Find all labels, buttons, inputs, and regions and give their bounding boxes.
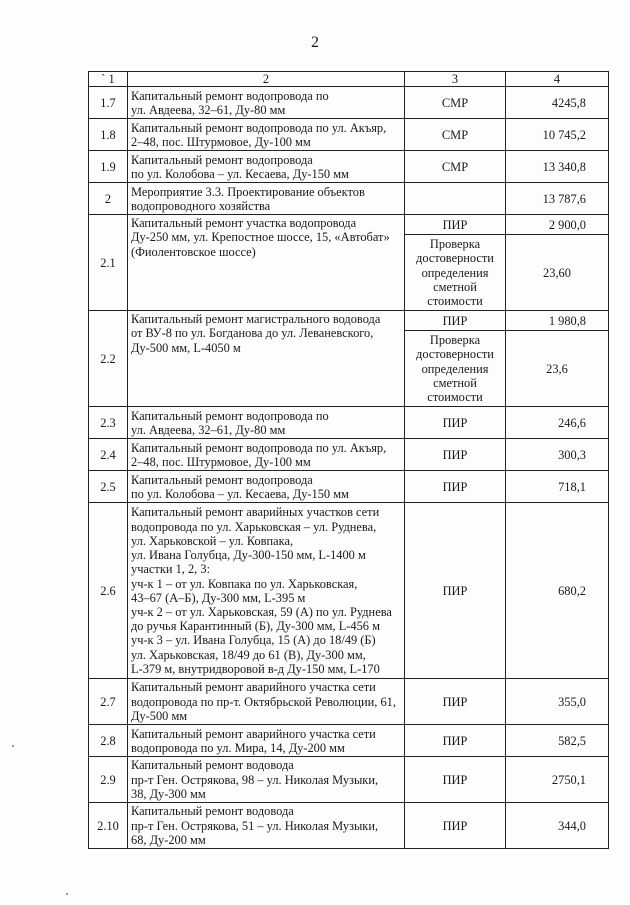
row-value: 718,1 (506, 471, 609, 503)
row-description: Капитальный ремонт водопровода по ул. Акъяр, 2–48, пос. Штурмовое, Ду-100 мм (128, 439, 405, 471)
scan-speck (66, 893, 68, 895)
table-row (89, 119, 609, 151)
row-description: Мероприятие 3.3. Проектирование объектов водопроводного хозяйства (128, 183, 405, 215)
table-row (89, 803, 609, 849)
row-number: 2 (89, 183, 128, 215)
row-value: 355,0 (506, 679, 609, 725)
table-row (89, 87, 609, 119)
table-row (89, 757, 609, 803)
row-number: 1.8 (89, 119, 128, 151)
row-sub-value: 23,6 (506, 331, 609, 407)
row-number: 2.7 (89, 679, 128, 725)
table-row (89, 407, 609, 439)
row-sub-work-type: Проверка достоверности определения сметной стоимости (405, 331, 506, 407)
row-work-type: СМР (405, 119, 506, 151)
row-work-type: СМР (405, 87, 506, 119)
row-number: 2.6 (89, 503, 128, 679)
row-work-type: ПИР (405, 439, 506, 471)
table-row (89, 439, 609, 471)
row-description: Капитальный ремонт магистрального водовода от ВУ-8 по ул. Богданова до ул. Леваневского, Ду-500 мм, L-4050 м (128, 311, 405, 407)
row-work-type: ПИР (405, 471, 506, 503)
row-number: 2.9 (89, 757, 128, 803)
table-row (89, 725, 609, 757)
row-number: 1.9 (89, 151, 128, 183)
row-work-type: ПИР (405, 803, 506, 849)
row-value: 680,2 (506, 503, 609, 679)
table-row (89, 471, 609, 503)
row-value: 582,5 (506, 725, 609, 757)
row-work-type: ПИР (405, 679, 506, 725)
row-number: 2.1 (89, 215, 128, 311)
row-description: Капитальный ремонт водопровода по ул. Акъяр, 2–48, пос. Штурмовое, Ду-100 мм (128, 119, 405, 151)
table-row (89, 151, 609, 183)
row-number: 2.8 (89, 725, 128, 757)
row-value: 13 340,8 (506, 151, 609, 183)
row-value: 4245,8 (506, 87, 609, 119)
row-work-type: ПИР (405, 503, 506, 679)
row-value: 300,3 (506, 439, 609, 471)
row-work-type: ПИР (405, 311, 506, 331)
scan-speck (12, 745, 14, 747)
works-table (88, 71, 609, 849)
row-description: Капитальный ремонт водопровода по ул. Колобова – ул. Кесаева, Ду-150 мм (128, 151, 405, 183)
row-number: 2.3 (89, 407, 128, 439)
row-value: 10 745,2 (506, 119, 609, 151)
row-value: 13 787,6 (506, 183, 609, 215)
row-description: Капитальный ремонт аварийных участков сети водопровода по ул. Харьковская – ул. Руднева, ул. Харьковской – ул. Ковпака, ул. Ивана Голубца, Ду-300-150 мм, L-1400 м участки 1, 2, 3: уч-к 1 – от ул. Ковпака по ул. Харьковская, 43–67 (А–Б), Ду-300 мм, L-395 м уч-к 2 – от ул. Харьковская, 59 (А) по ул. Руднева до ручья Карантинный (Б), Ду-300 мм, L-456 м уч-к 3 – ул. Ивана Голубца, 15 (А) до 18/49 (Б) ул. Харьковская, 18/49 до 61 (В), Ду-300 мм, L-379 м, внутридворовой в-д Ду-150 мм, L-170 (128, 503, 405, 679)
page-number: 2 (311, 34, 319, 51)
row-value: 2 900,0 (506, 215, 609, 235)
row-number: 2.2 (89, 311, 128, 407)
header-col-3: 3 (405, 72, 506, 87)
table-row (89, 215, 609, 235)
header-col-2: 2 (128, 72, 405, 87)
header-col-4: 4 (506, 72, 609, 87)
row-value: 344,0 (506, 803, 609, 849)
row-value: 2750,1 (506, 757, 609, 803)
row-value: 1 980,8 (506, 311, 609, 331)
row-description: Капитальный ремонт водопровода по ул. Колобова – ул. Кесаева, Ду-150 мм (128, 471, 405, 503)
row-description: Капитальный ремонт водовода пр-т Ген. Острякова, 51 – ул. Николая Музыки, 68, Ду-200 мм (128, 803, 405, 849)
row-work-type: ПИР (405, 757, 506, 803)
row-description: Капитальный ремонт аварийного участка сети водопровода по ул. Мира, 14, Ду-200 мм (128, 725, 405, 757)
header-col-1: ` 1 (89, 72, 128, 87)
row-sub-value: 23,60 (506, 235, 609, 311)
table-row (89, 503, 609, 679)
row-value: 246,6 (506, 407, 609, 439)
row-work-type: ПИР (405, 407, 506, 439)
row-number: 2.10 (89, 803, 128, 849)
row-description: Капитальный ремонт водопровода по ул. Авдеева, 32–61, Ду-80 мм (128, 87, 405, 119)
row-work-type: ПИР (405, 215, 506, 235)
row-number: 2.4 (89, 439, 128, 471)
row-work-type: ПИР (405, 725, 506, 757)
header-row (89, 72, 609, 87)
table-row (89, 311, 609, 331)
row-number: 1.7 (89, 87, 128, 119)
row-number: 2.5 (89, 471, 128, 503)
row-description: Капитальный ремонт аварийного участка сети водопровода по пр-т. Октябрьской Революции, 61, Ду-500 мм (128, 679, 405, 725)
row-description: Капитальный ремонт водовода пр-т Ген. Острякова, 98 – ул. Николая Музыки, 38, Ду-300 мм (128, 757, 405, 803)
row-description: Капитальный ремонт участка водопровода Ду-250 мм, ул. Крепостное шоссе, 15, «Автобат» (Фиолентовское шоссе) (128, 215, 405, 311)
table-row (89, 679, 609, 725)
row-work-type (405, 183, 506, 215)
row-sub-work-type: Проверка достоверности определения сметной стоимости (405, 235, 506, 311)
row-work-type: СМР (405, 151, 506, 183)
row-description: Капитальный ремонт водопровода по ул. Авдеева, 32–61, Ду-80 мм (128, 407, 405, 439)
table-row (89, 183, 609, 215)
